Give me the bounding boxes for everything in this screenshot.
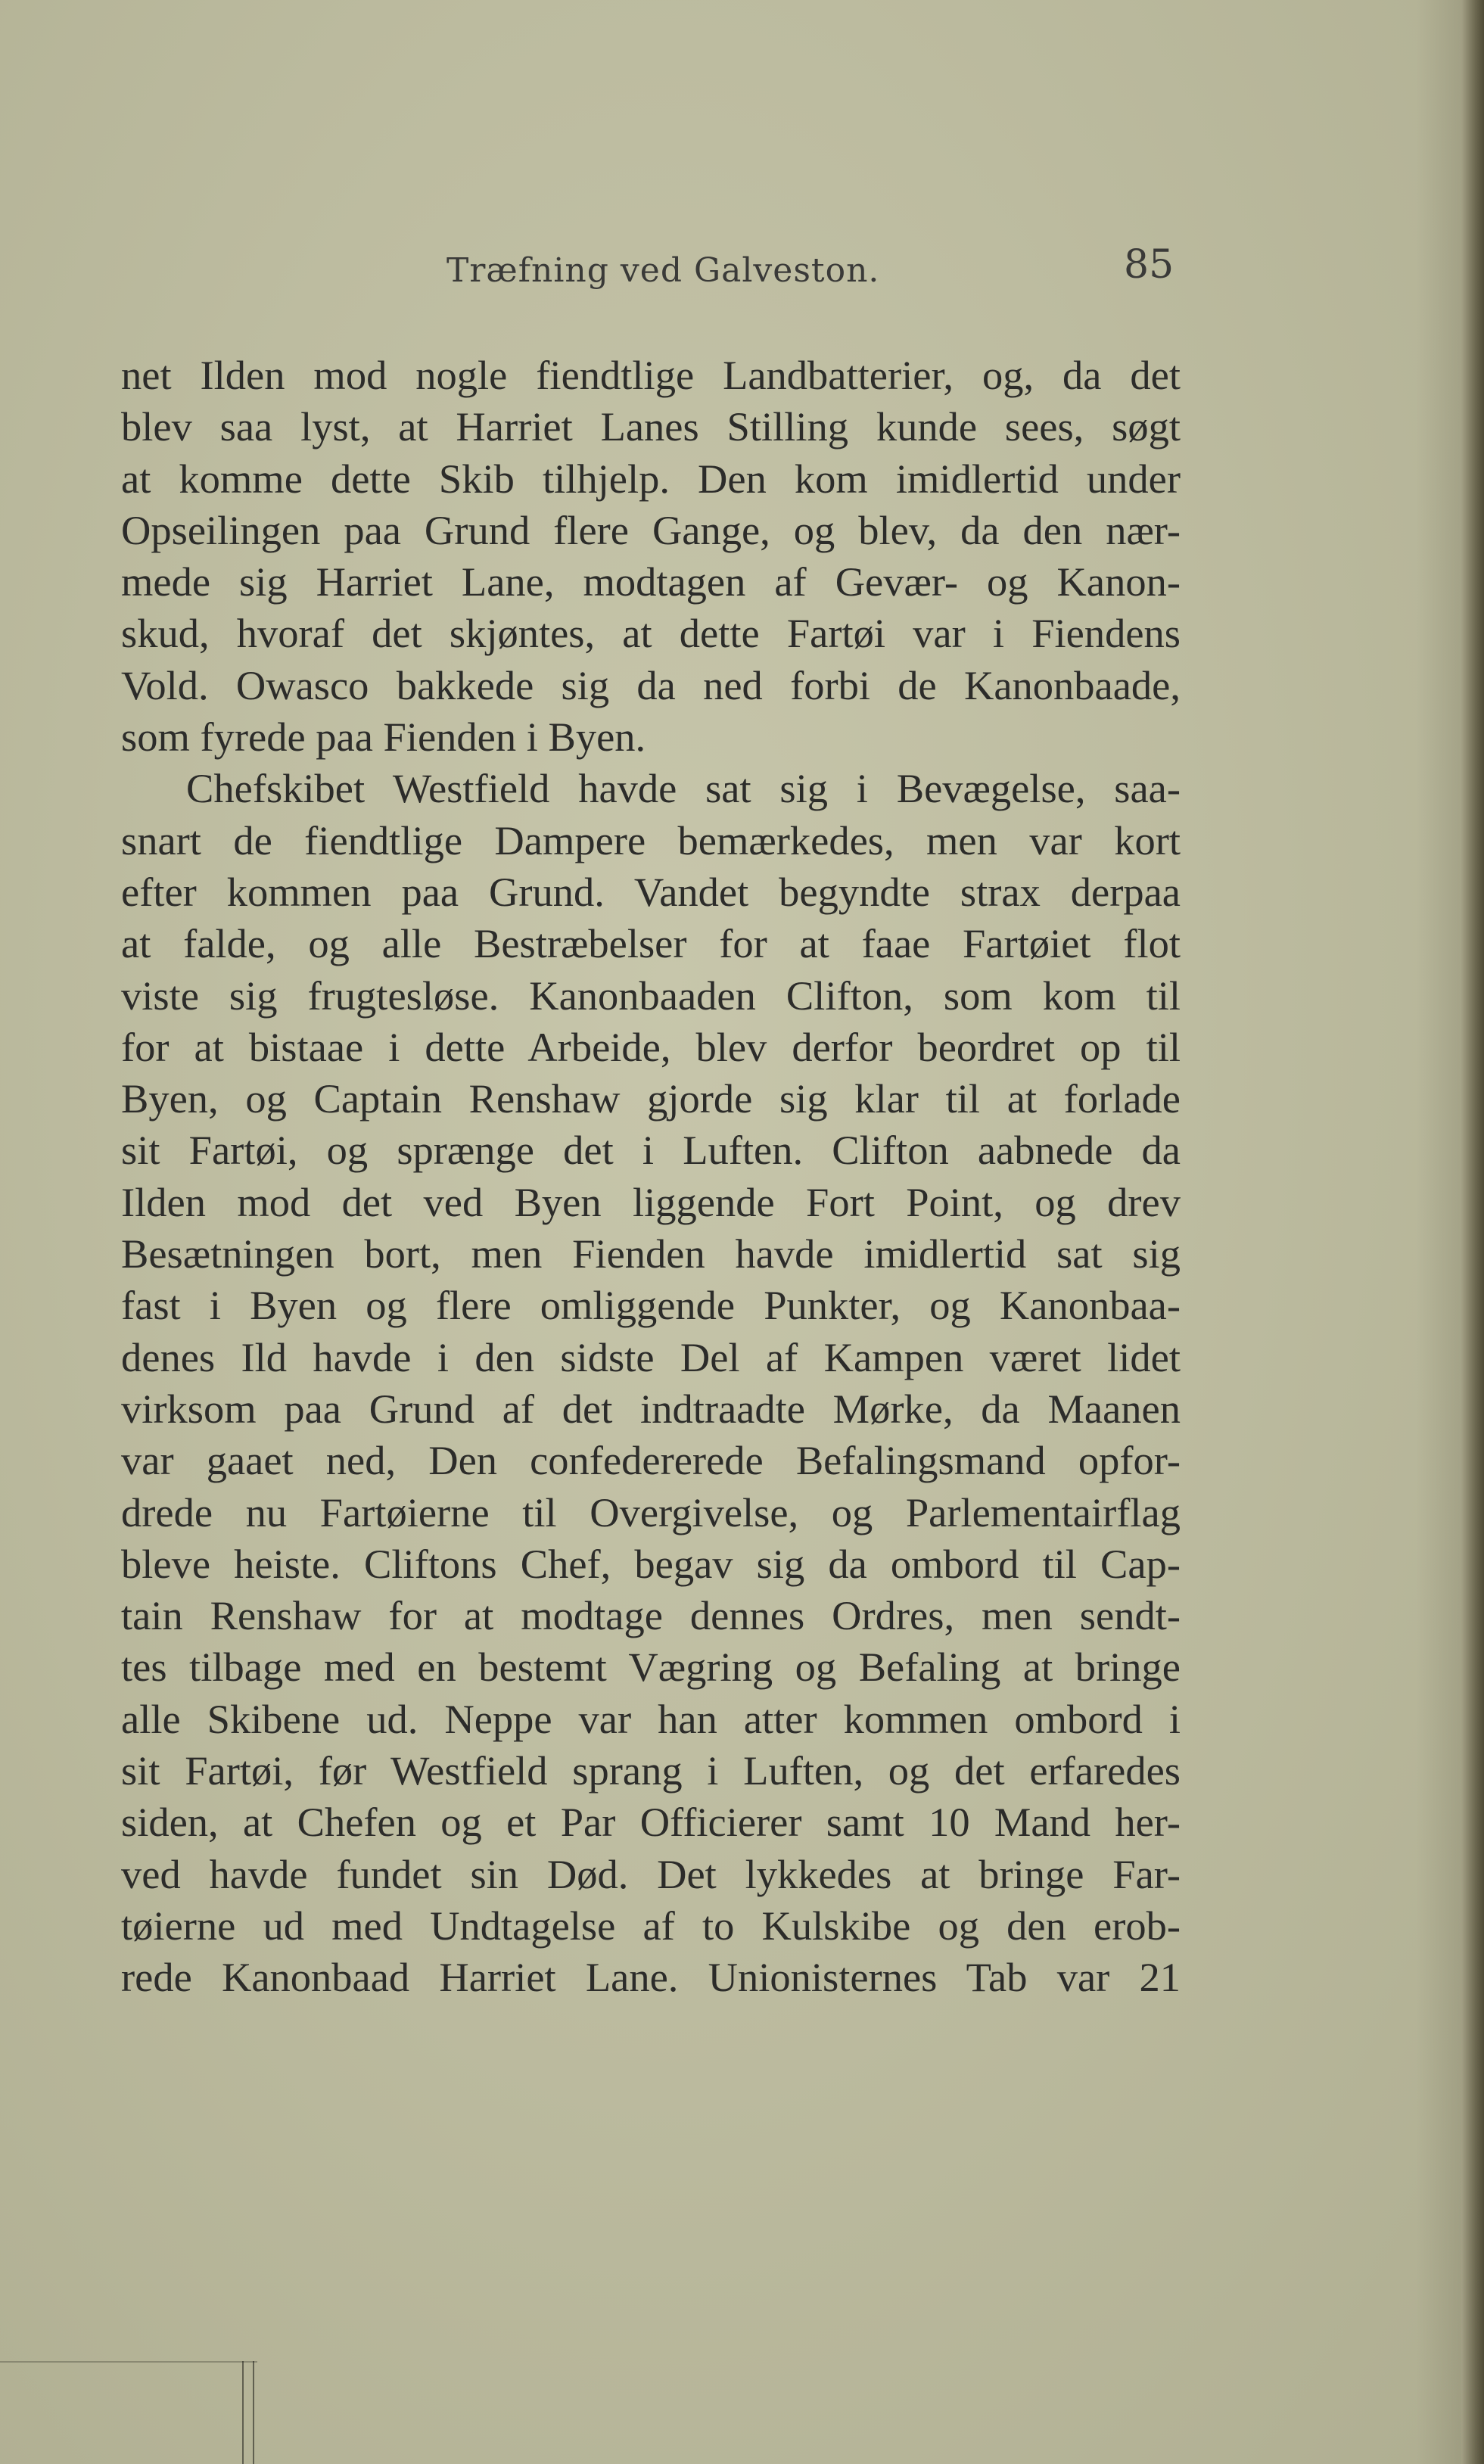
text-line: bleve heiste. Cliftons Chef, begav sig da ombord til Cap- (121, 1540, 1181, 1587)
text-line: virksom paa Grund af det indtraadte Mørke, da Maanen (121, 1385, 1181, 1432)
text-line: tøierne ud med Undtagelse af to Kulskibe og den erob- (121, 1902, 1181, 1949)
running-title: Træfning ved Galveston. (446, 251, 880, 290)
text-line: Ilden mod det ved Byen liggende Fort Point, og drev (121, 1178, 1181, 1225)
text-line: fast i Byen og flere omliggende Punkter, og Kanonbaa- (121, 1282, 1181, 1329)
text-line: denes Ild havde i den sidste Del af Kampen været lidet (121, 1333, 1181, 1380)
page-edge (1461, 0, 1484, 2464)
text-line: blev saa lyst, at Harriet Lanes Stilling kunde sees, søgt (121, 403, 1181, 450)
text-line: net Ilden mod nogle fiendtlige Landbatterier, og, da det (121, 352, 1181, 398)
text-line: at falde, og alle Bestræbelser for at faae Fartøiet flot (121, 920, 1181, 967)
binding-mark-line (253, 2361, 254, 2464)
text-line: tes tilbage med en bestemt Vægring og Befaling at bringe (121, 1644, 1181, 1691)
text-line: siden, at Chefen og et Par Officierer samt 10 Mand her- (121, 1799, 1181, 1846)
text-line: for at bistaae i dette Arbeide, blev derfor beordret op til (121, 1023, 1181, 1070)
text-line: snart de fiendtlige Dampere bemærkedes, men var kort (121, 817, 1181, 863)
text-line: Vold. Owasco bakkede sig da ned forbi de Kanonbaade, (121, 661, 1181, 708)
text-line: Besætningen bort, men Fienden havde imidlertid sat sig (121, 1230, 1181, 1277)
text-line: Byen, og Captain Renshaw gjorde sig klar til at forlade (121, 1075, 1181, 1122)
text-line: mede sig Harriet Lane, modtagen af Gevær- og Kanon- (121, 558, 1181, 605)
page-number: 85 (1124, 242, 1174, 288)
text-line: skud, hvoraf det skjøntes, at dette Fartøi var i Fiendens (121, 610, 1181, 657)
text-line: Opseilingen paa Grund flere Gange, og blev, da den nær- (121, 506, 1181, 553)
text-line: rede Kanonbaad Harriet Lane. Unionisternes Tab var 21 (121, 1954, 1181, 2001)
text-line: efter kommen paa Grund. Vandet begyndte strax derpaa (121, 868, 1181, 915)
page-header (114, 242, 1173, 310)
text-line: sit Fartøi, før Westfield sprang i Luften, og det erfaredes (121, 1747, 1181, 1794)
text-line: som fyrede paa Fienden i Byen. (121, 714, 646, 761)
text-line: viste sig frugtesløse. Kanonbaaden Clifton, som kom til (121, 972, 1181, 1019)
text-line: tain Renshaw for at modtage dennes Ordres, men sendt- (121, 1592, 1181, 1639)
text-line: alle Skibene ud. Neppe var han atter kommen ombord i (121, 1695, 1181, 1742)
text-line: sit Fartøi, og sprænge det i Luften. Clifton aabnede da (121, 1127, 1181, 1174)
page-edge-shadow (1416, 0, 1461, 2464)
text-line: ved havde fundet sin Død. Det lykkedes at bringe Far- (121, 1850, 1181, 1897)
body-text (121, 350, 1181, 2004)
text-line: var gaaet ned, Den confedererede Befalingsmand opfor- (121, 1437, 1181, 1484)
text-line: drede nu Fartøierne til Overgivelse, og Parlementairflag (121, 1489, 1181, 1535)
text-line: at komme dette Skib tilhjelp. Den kom imidlertid under (121, 455, 1181, 502)
binding-mark (0, 2361, 257, 2464)
binding-mark-line (242, 2361, 244, 2464)
text-line: Chefskibet Westfield havde sat sig i Bevægelse, saa- (186, 765, 1181, 812)
